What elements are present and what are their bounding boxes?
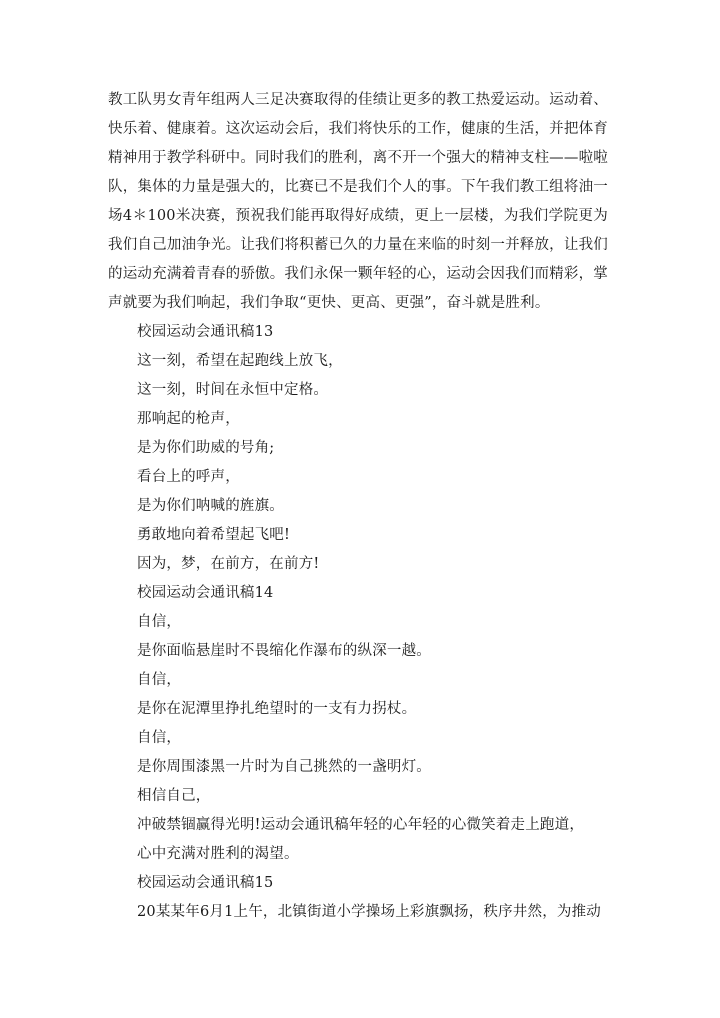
section-13-line: 因为，梦，在前方，在前方! — [137, 556, 320, 572]
section-14-line: 自信， — [137, 730, 182, 746]
section-14-line: 冲破禁锢赢得光明!运动会通讯稿年轻的心年轻的心微笑着走上跑道， — [137, 817, 585, 833]
section-15-title: 校园运动会通讯稿15 — [137, 875, 274, 891]
intro-paragraph: 教工队男女青年组两人三足决赛取得的佳绩让更多的教工热爱运动。运动着、快乐着、健康着。这次运动会后，我们将快乐的工作，健康的生活，并把体育精神用于教学科研中。同时我们的胜利，离不开一个强大的精神支柱——啦啦队，集体的力量是强大的，比赛已不是我们个人的事。下午我们教工组将油一场4＊100米决赛，预祝我们能再取得好成绩，更上一层楼，为我们学院更为我们自己加油争光。让我们将积蓄已久的力量在来临的时刻一并释放，让我们的运动充满着青春的骄傲。我们永保一颗年轻的心，运动会因我们而精彩，掌声就要为我们响起，我们争取“更快、更高、更强”，奋斗就是胜利。 — [108, 92, 608, 311]
section-13-line: 这一刻，时间在永恒中定格。 — [137, 382, 329, 398]
section-15-first-line: 20某某年6月1上午，北镇街道小学操场上彩旗飘扬，秩序井然，为推动 — [137, 904, 601, 920]
section-13-line: 这一刻，希望在起跑线上放飞， — [137, 353, 343, 369]
section-13-line: 勇敢地向着希望起飞吧! — [137, 527, 291, 543]
section-14-line: 相信自己， — [137, 788, 211, 804]
section-14-line: 是你在泥潭里挣扎绝望时的一支有力拐杖。 — [137, 701, 417, 717]
section-14-line: 自信， — [137, 672, 182, 688]
document-body — [108, 86, 608, 927]
section-14-line: 心中充满对胜利的渴望。 — [137, 846, 299, 862]
section-14-line: 是你面临悬崖时不畏缩化作瀑布的纵深一越。 — [137, 643, 431, 659]
section-13-line: 是为你们呐喊的旌旗。 — [137, 498, 284, 514]
section-13-line: 看台上的呼声， — [137, 469, 240, 485]
section-13-title: 校园运动会通讯稿13 — [137, 324, 274, 340]
section-13-line: 那响起的枪声， — [137, 411, 240, 427]
section-14-title: 校园运动会通讯稿14 — [137, 585, 274, 601]
section-14-line: 是你周围漆黑一片时为自己挑然的一盏明灯。 — [137, 759, 431, 775]
section-14-line: 自信， — [137, 614, 182, 630]
section-13-line: 是为你们助威的号角; — [137, 440, 275, 456]
